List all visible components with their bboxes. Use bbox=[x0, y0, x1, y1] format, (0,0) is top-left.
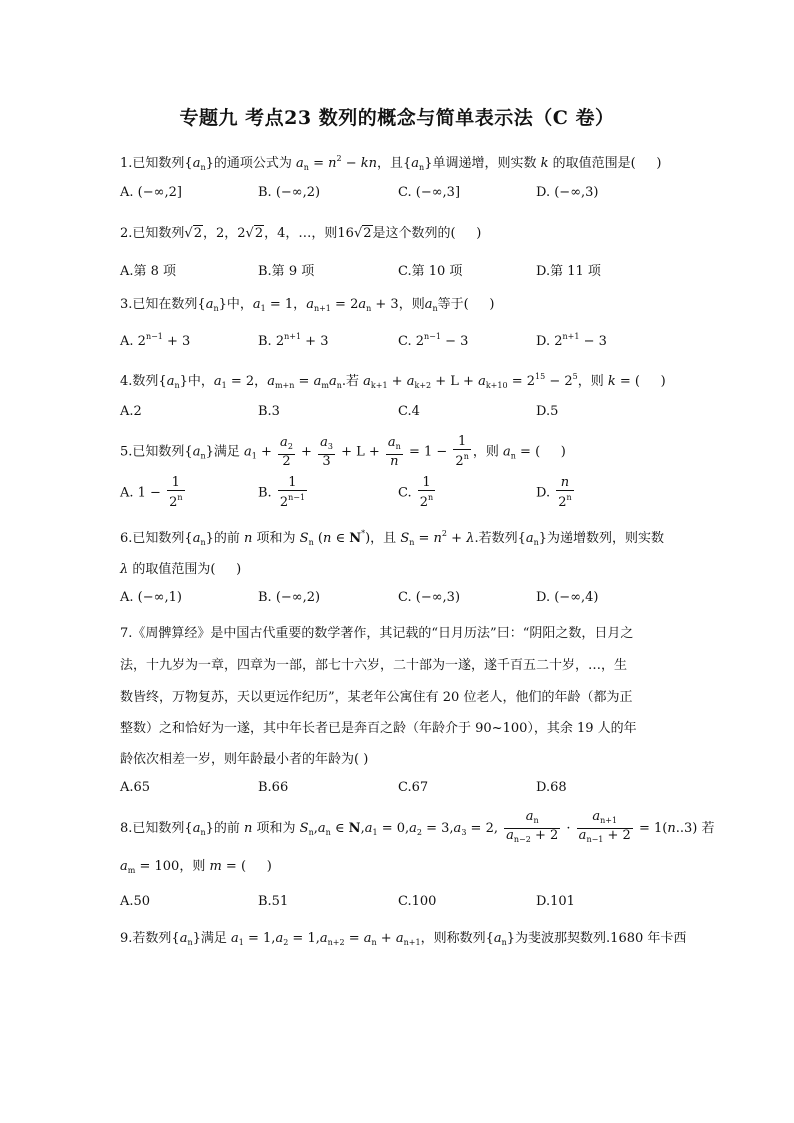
question-7-stem-line-2: 法，十九岁为一章，四章为一部，部七十六岁，二十部为一遂，遂千百五二十岁，…，生 bbox=[120, 658, 628, 673]
option-a[interactable]: A.第 8 项 bbox=[120, 264, 177, 279]
question-3-stem: 3.已知在数列$\{a_n\}$中，$a_1 = 1$，$a_{n+1} = 2a_n + 3$，则$a_n$等于( ) bbox=[120, 297, 495, 313]
option-b[interactable]: B. (−∞,2) bbox=[258, 590, 321, 605]
question-4-options bbox=[120, 404, 680, 426]
question-7-stem-line-5: 龄依次相差一岁，则年龄最小者的年龄为( ) bbox=[120, 752, 369, 767]
option-c[interactable]: C.4 bbox=[398, 404, 420, 419]
question-6-stem-line-2: λ 的取值范围为( ) bbox=[120, 562, 242, 577]
option-b[interactable]: B.66 bbox=[258, 780, 289, 795]
option-d[interactable]: D. (−∞,4) bbox=[536, 590, 599, 605]
question-7-stem-line-4: 整数）之和恰好为一遂，其中年长者已是奔百之龄（年龄介于 90~100），其余 19 人的年 bbox=[120, 721, 637, 736]
question-6-options bbox=[120, 590, 680, 612]
option-d[interactable]: D.68 bbox=[536, 780, 567, 795]
question-7-stem-line-1: 7.《周髀算经》是中国古代重要的数学著作，其记载的“日月历法”曰：“阴阳之数，日月之 bbox=[120, 626, 634, 641]
option-c[interactable]: C. (−∞,3] bbox=[398, 185, 461, 200]
option-a[interactable]: A. (−∞,2] bbox=[120, 185, 182, 200]
option-b[interactable]: B. (−∞,2) bbox=[258, 185, 321, 200]
option-d[interactable]: D.101 bbox=[536, 894, 575, 909]
question-3-options bbox=[120, 332, 680, 354]
option-d[interactable]: D.5 bbox=[536, 404, 559, 419]
option-c[interactable]: C.100 bbox=[398, 894, 437, 909]
question-7-options bbox=[120, 780, 680, 802]
option-d[interactable]: D. $2^{n+1} - 3$ bbox=[536, 332, 607, 349]
option-b[interactable]: B.51 bbox=[258, 894, 289, 909]
option-a[interactable]: A.65 bbox=[120, 780, 151, 795]
question-5-stem: 5.已知数列$\{a_n\}$满足 $a_1$ + $\frac{a_2}{2}$ + $\frac{a_3}{3}$ + L + $\frac{a_n}{n}$ = 1 − $\frac{1}{2^n}$ ，则 $a_n$ = ( ) bbox=[120, 434, 566, 469]
option-a[interactable]: A.2 bbox=[120, 404, 142, 419]
option-c[interactable]: C.第 10 项 bbox=[398, 264, 463, 279]
question-5-options bbox=[120, 476, 680, 508]
question-2-stem: 2.已知数列√2，2，2√2，4，…，则16√2是这个数列的( ) bbox=[120, 226, 482, 241]
page-title: 专题九 考点23 数列的概念与简单表示法（C 卷） bbox=[179, 107, 615, 129]
option-c[interactable]: C. (−∞,3) bbox=[398, 590, 461, 605]
option-d[interactable]: D. $\frac{n}{2^n}$ bbox=[536, 475, 572, 510]
question-9-stem: 9.若数列$\{a_n\}$满足 $a_1 = 1,a_2 = 1,a_{n+2} = a_n + a_{n+1}$，则称数列$\{a_n\}$为斐波那契数列.1680 年卡西 bbox=[120, 931, 687, 947]
option-a[interactable]: A.50 bbox=[120, 894, 151, 909]
option-d[interactable]: D. (−∞,3) bbox=[536, 185, 599, 200]
option-a[interactable]: A. 1 − $\frac{1}{2^n}$ bbox=[120, 475, 183, 510]
question-2-options bbox=[120, 260, 680, 282]
question-6-stem-line-1: 6.已知数列$\{a_n\}$的前 n 项和为 $S_n$ (n ∈ N*)，且 $S_n = n^2 + \lambda$.若数列$\{a_n\}$为递增数列，则实数 bbox=[120, 529, 665, 547]
question-8-stem-line-2: $a_m = 100$，则 m = ( ) bbox=[120, 859, 272, 875]
option-b[interactable]: B.第 9 项 bbox=[258, 264, 315, 279]
option-c[interactable]: C.67 bbox=[398, 780, 429, 795]
option-d[interactable]: D.第 11 项 bbox=[536, 264, 601, 279]
question-1-stem: 1.已知数列$\{a_n\}$的通项公式为 $a_n = n^2$ − kn，且$\{a_n\}$单调递增，则实数 k 的取值范围是( ) bbox=[120, 154, 662, 172]
option-c[interactable]: C. $2^{n-1} - 3$ bbox=[398, 332, 469, 349]
question-1-options bbox=[120, 185, 680, 207]
question-8-stem-line-1: 8.已知数列$\{a_n\}$的前 n 项和为 $S_n,a_n$ ∈ $N,a_1 = 0,a_2 = 3,a_3 = 2$, $\frac{a_n}{a_{n-2} + 2}$ · $\frac{a_{n+1}}{a_{n-1} + 2}$ = 1(n..3) 若 bbox=[120, 809, 715, 844]
question-7-stem-line-3: 数皆终，万物复苏，天以更远作纪历”，某老年公寓住有 20 位老人，他们的年龄（都为正 bbox=[120, 690, 633, 705]
question-8-options bbox=[120, 894, 680, 916]
option-a[interactable]: A. $2^{n-1} + 3$ bbox=[120, 332, 191, 349]
option-b[interactable]: B.3 bbox=[258, 404, 280, 419]
option-c[interactable]: C. $\frac{1}{2^n}$ bbox=[398, 475, 434, 510]
question-4-stem: 4.数列$\{a_n\}$中，$a_1 = 2$，$a_{m+n} = a_ma_n$.若 $a_{k+1} + a_{k+2} + L + a_{k+10} = 2^{15} - 2^5$，则 k = ( ) bbox=[120, 372, 666, 390]
option-b[interactable]: B. $\frac{1}{2^{n-1}}$ bbox=[258, 475, 306, 510]
option-a[interactable]: A. (−∞,1) bbox=[120, 590, 182, 605]
option-b[interactable]: B. $2^{n+1} + 3$ bbox=[258, 332, 329, 349]
